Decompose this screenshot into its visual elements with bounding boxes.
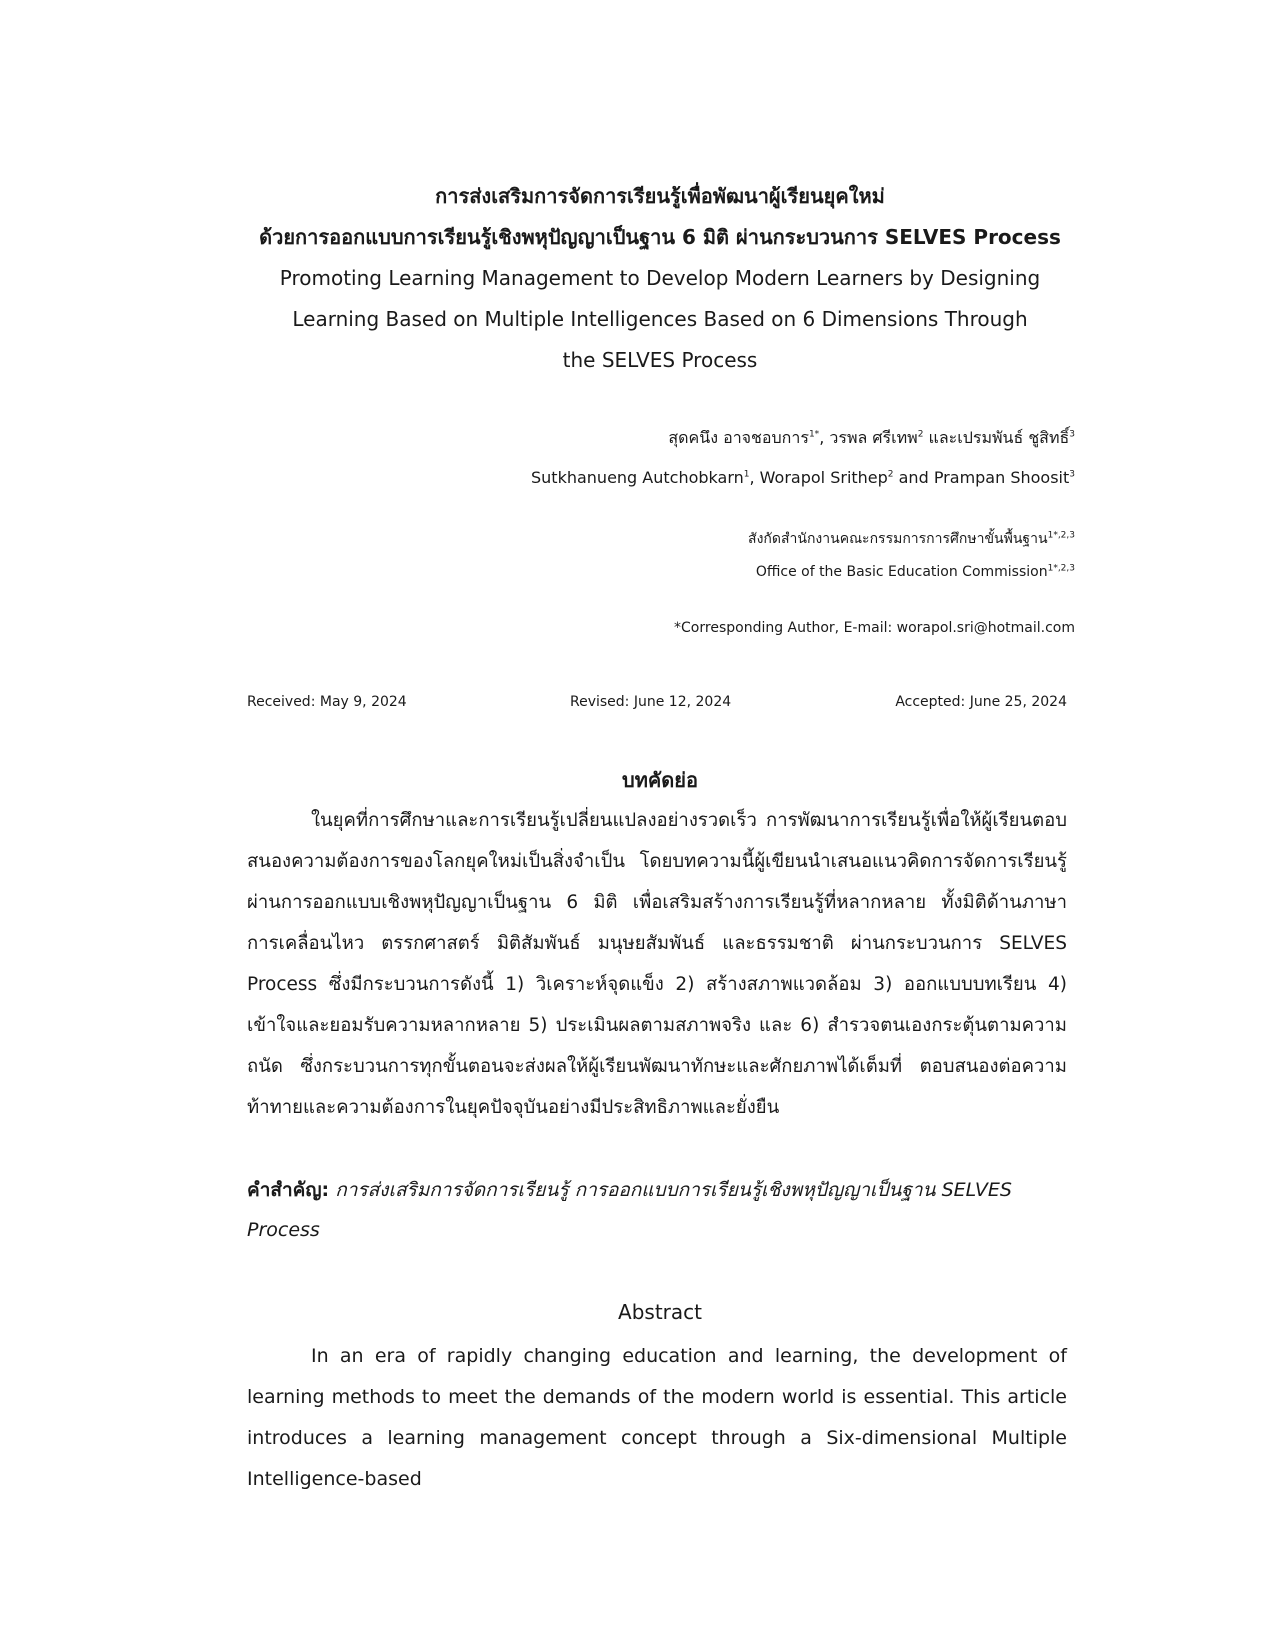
title-english-line-1: Promoting Learning Management to Develop Modern Learners by Designing (279, 266, 1041, 290)
title-thai-line-1: การส่งเสริมการจัดการเรียนรู้เพื่อพัฒนาผู้เรียนยุคใหม่ (435, 184, 885, 208)
author-2-english-marker: 2 (887, 469, 894, 480)
author-2-thai: วรพล ศรีเทพ (829, 428, 918, 447)
author-3-thai-marker: 3 (1069, 429, 1075, 440)
affiliation-english (748, 556, 1075, 589)
authors-thai (531, 418, 1075, 458)
abstract-english-heading: Abstract (618, 1300, 702, 1324)
affiliation (748, 523, 1075, 589)
affiliation-thai-text: สังกัดสำนักงานคณะกรรมการการศึกษาขั้นพื้นฐาน (748, 531, 1048, 547)
keywords (247, 1170, 1067, 1250)
author-separator: , (749, 468, 760, 487)
abstract-english-body (247, 1336, 1067, 1500)
author-1-thai-marker: 1* (808, 429, 820, 440)
keywords-label: คำสำคัญ: (247, 1179, 330, 1201)
author-3-english: Prampan Shoosit (933, 468, 1070, 487)
title-thai-line-2: ด้วยการออกแบบการเรียนรู้เชิงพหุปัญญาเป็นฐาน 6 มิติ ผ่านกระบวนการ SELVES Process (259, 225, 1061, 249)
revised-date: Revised: June 12, 2024 (570, 694, 732, 710)
author-list (531, 418, 1075, 498)
author-separator: , (819, 428, 830, 447)
affiliation-thai-marker: 1*,2,3 (1047, 530, 1075, 541)
author-1-english: Sutkhanueng Autchobkarn (531, 468, 744, 487)
affiliation-thai (748, 523, 1075, 556)
paper-title (240, 176, 1080, 381)
author-3-english-marker: 3 (1069, 469, 1075, 480)
author-1-english-marker: 1 (743, 469, 750, 480)
title-english-line-2: Learning Based on Multiple Intelligences Based on 6 Dimensions Through (292, 307, 1028, 331)
author-3-thai: เปรมพันธ์ ชูสิทธิ์ (957, 428, 1070, 447)
keywords-text: การส่งเสริมการจัดการเรียนรู้ การออกแบบการเรียนรู้เชิงพหุปัญญาเป็นฐาน SELVES Process (247, 1179, 1012, 1241)
abstract-thai-paragraph: ในยุคที่การศึกษาและการเรียนรู้เปลี่ยนแปลงอย่างรวดเร็ว การพัฒนาการเรียนรู้เพื่อให้ผู้เรียนตอบสนองความต้องการของโลกยุคใหม่เป็นสิ่งจำเป็น โดยบทความนี้ผู้เขียนนำเสนอแนวคิดการจัดการเรียนรู้ผ่านการออกแบบเชิงพหุปัญญาเป็นฐาน 6 มิติ เพื่อเสริมสร้างการเรียนรู้ที่หลากหลาย ทั้งมิติด้านภาษา การเคลื่อนไหว ตรรกศาสตร์ มิติสัมพันธ์ มนุษยสัมพันธ์ และธรรมชาติ ผ่านกระบวนการ SELVES Process ซึ่งมีกระบวนการดังนี้ 1) วิเคราะห์จุดแข็ง 2) สร้างสภาพแวดล้อม 3) ออกแบบบทเรียน 4) เข้าใจและยอมรับความหลากหลาย 5) ประเมินผลตามสภาพจริง และ 6) สำรวจตนเองกระตุ้นตามความถนัด ซึ่งกระบวนการทุกขั้นตอนจะส่งผลให้ผู้เรียนพัฒนาทักษะและศักยภาพได้เต็มที่ ตอบสนองต่อความท้าทายและความต้องการในยุคปัจจุบันอย่างมีประสิทธิภาพและยั่งยืน (247, 810, 1067, 1118)
authors-english (531, 458, 1075, 498)
affiliation-english-marker: 1*,2,3 (1047, 563, 1075, 574)
author-2-thai-marker: 2 (917, 429, 924, 440)
abstract-thai-body (247, 800, 1067, 1128)
title-english-line-3: the SELVES Process (562, 348, 758, 372)
abstract-english-paragraph: In an era of rapidly changing education and learning, the development of learning methods to meet the demands of the modern world is essential. This article introduces a learning management concept through a Six-dimensional Multiple Intelligence-based (247, 1345, 1067, 1490)
affiliation-english-text: Office of the Basic Education Commission (755, 564, 1048, 580)
received-date: Received: May 9, 2024 (247, 694, 407, 710)
author-1-thai: สุดคนึง อาจชอบการ (668, 428, 809, 447)
corresponding-author: *Corresponding Author, E-mail: worapol.sri@hotmail.com (674, 620, 1075, 636)
author-2-english: Worapol Srithep (759, 468, 888, 487)
author-separator: และ (923, 428, 958, 447)
abstract-thai-heading: บทคัดย่อ (622, 768, 698, 792)
author-separator: and (893, 468, 934, 487)
accepted-date: Accepted: June 25, 2024 (895, 694, 1067, 710)
